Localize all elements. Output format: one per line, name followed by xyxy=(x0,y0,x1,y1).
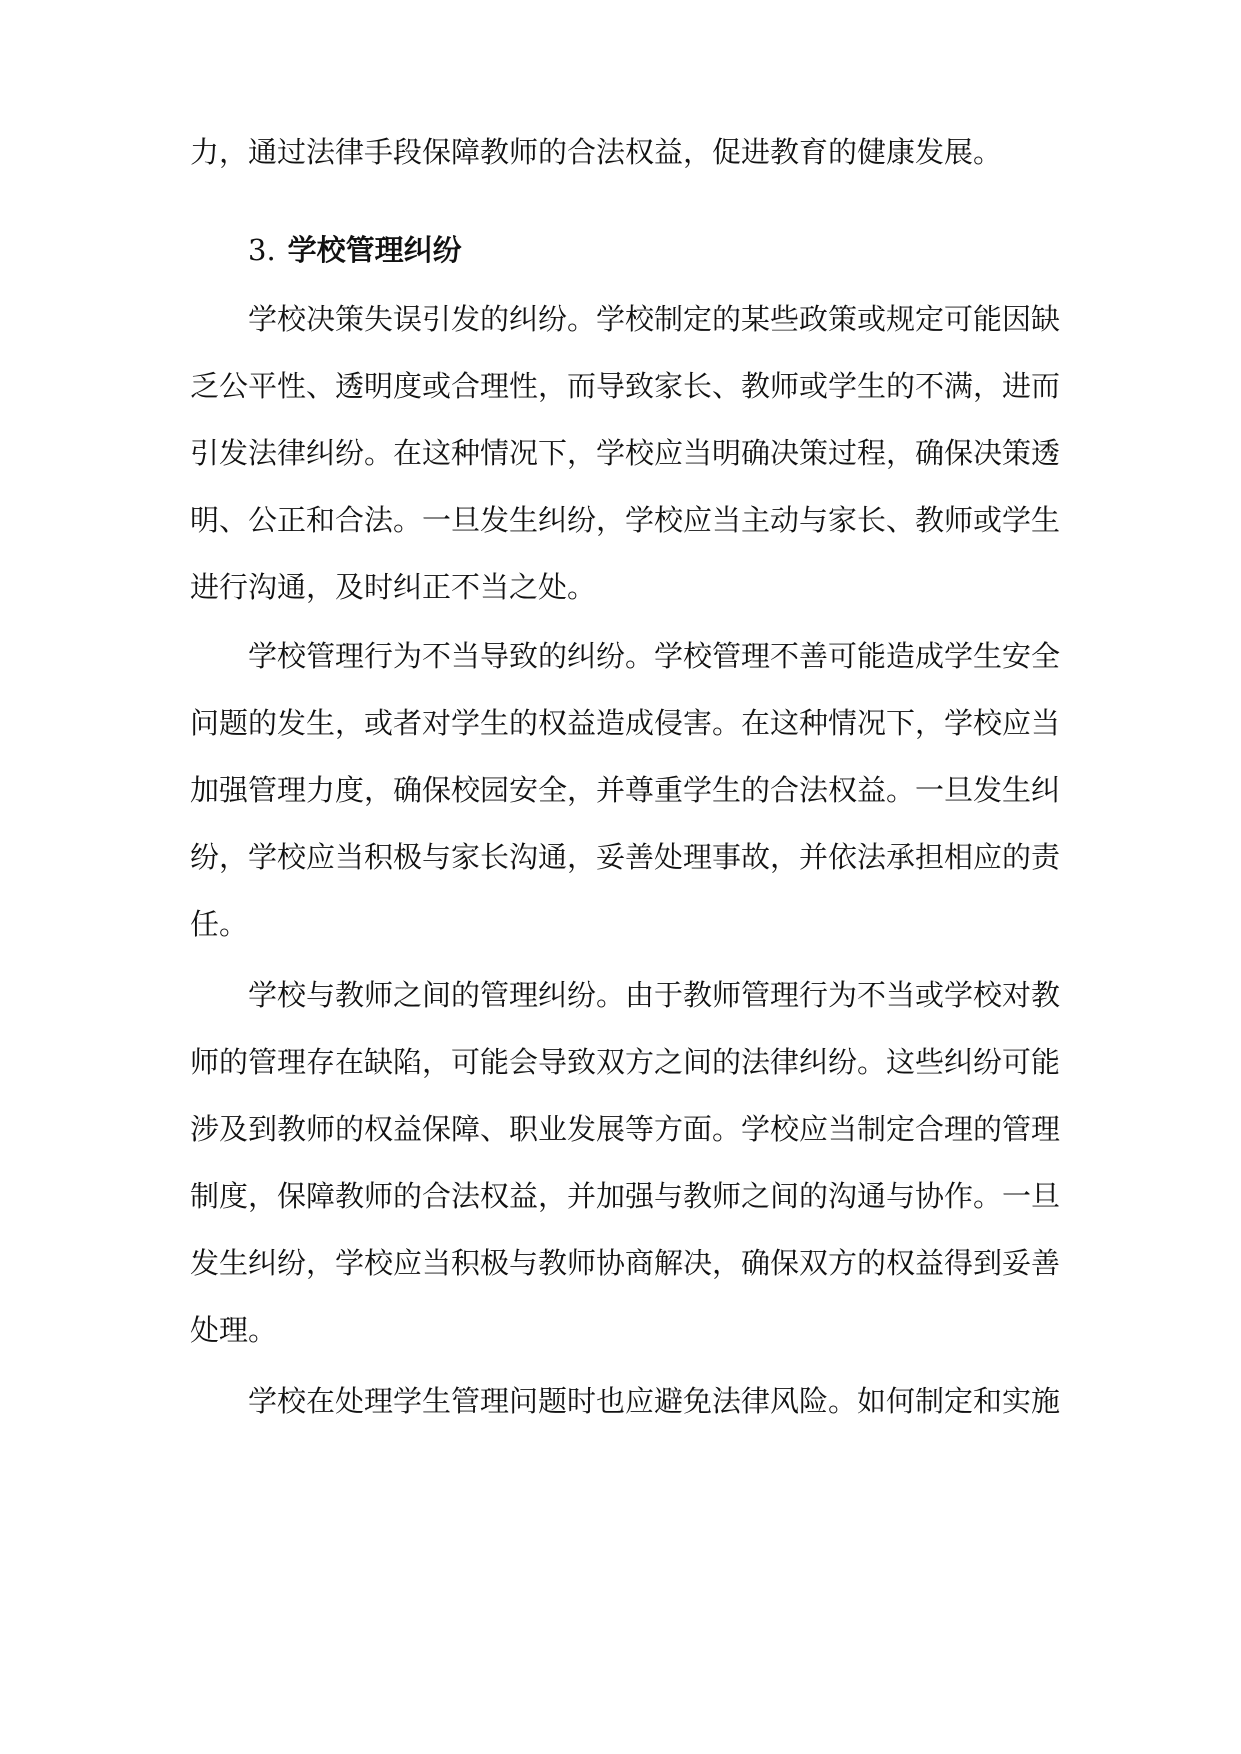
paragraph-2-line-1: 学校管理行为不当导致的纠纷。学校管理不善可能造成学生安全 xyxy=(248,639,1061,673)
paragraph-3-line-4: 制度，保障教师的合法权益，并加强与教师之间的沟通与协作。一旦 xyxy=(190,1179,1061,1213)
paragraph-2-line-4: 纷，学校应当积极与家长沟通，妥善处理事故，并依法承担相应的责 xyxy=(190,840,1061,874)
paragraph-1-line-5: 进行沟通，及时纠正不当之处。 xyxy=(190,570,597,604)
paragraph-3-line-1: 学校与教师之间的管理纠纷。由于教师管理行为不当或学校对教 xyxy=(248,978,1061,1012)
section-heading xyxy=(248,230,462,270)
paragraph-3-line-6: 处理。 xyxy=(190,1313,278,1347)
paragraph-1-line-3: 引发法律纠纷。在这种情况下，学校应当明确决策过程，确保决策透 xyxy=(190,436,1061,470)
paragraph-2-line-5: 任。 xyxy=(190,907,249,941)
paragraph-1-line-1: 学校决策失误引发的纠纷。学校制定的某些政策或规定可能因缺 xyxy=(248,302,1061,336)
paragraph-1-line-4: 明、公正和合法。一旦发生纠纷，学校应当主动与家长、教师或学生 xyxy=(190,503,1061,537)
paragraph-3-line-3: 涉及到教师的权益保障、职业发展等方面。学校应当制定合理的管理 xyxy=(190,1112,1061,1146)
section-title: 学校管理纠纷 xyxy=(287,233,462,267)
paragraph-4-line-1: 学校在处理学生管理问题时也应避免法律风险。如何制定和实施 xyxy=(248,1384,1061,1418)
paragraph-3-line-5: 发生纠纷，学校应当积极与教师协商解决，确保双方的权益得到妥善 xyxy=(190,1246,1061,1280)
paragraph-2-line-3: 加强管理力度，确保校园安全，并尊重学生的合法权益。一旦发生纠 xyxy=(190,773,1061,807)
paragraph-3-line-2: 师的管理存在缺陷，可能会导致双方之间的法律纠纷。这些纠纷可能 xyxy=(190,1045,1061,1079)
continuation-line: 力，通过法律手段保障教师的合法权益，促进教育的健康发展。 xyxy=(190,135,1003,169)
paragraph-2-line-2: 问题的发生，或者对学生的权益造成侵害。在这种情况下，学校应当 xyxy=(190,706,1061,740)
paragraph-1-line-2: 乏公平性、透明度或合理性，而导致家长、教师或学生的不满，进而 xyxy=(190,369,1061,403)
section-number: 3. xyxy=(248,233,276,267)
